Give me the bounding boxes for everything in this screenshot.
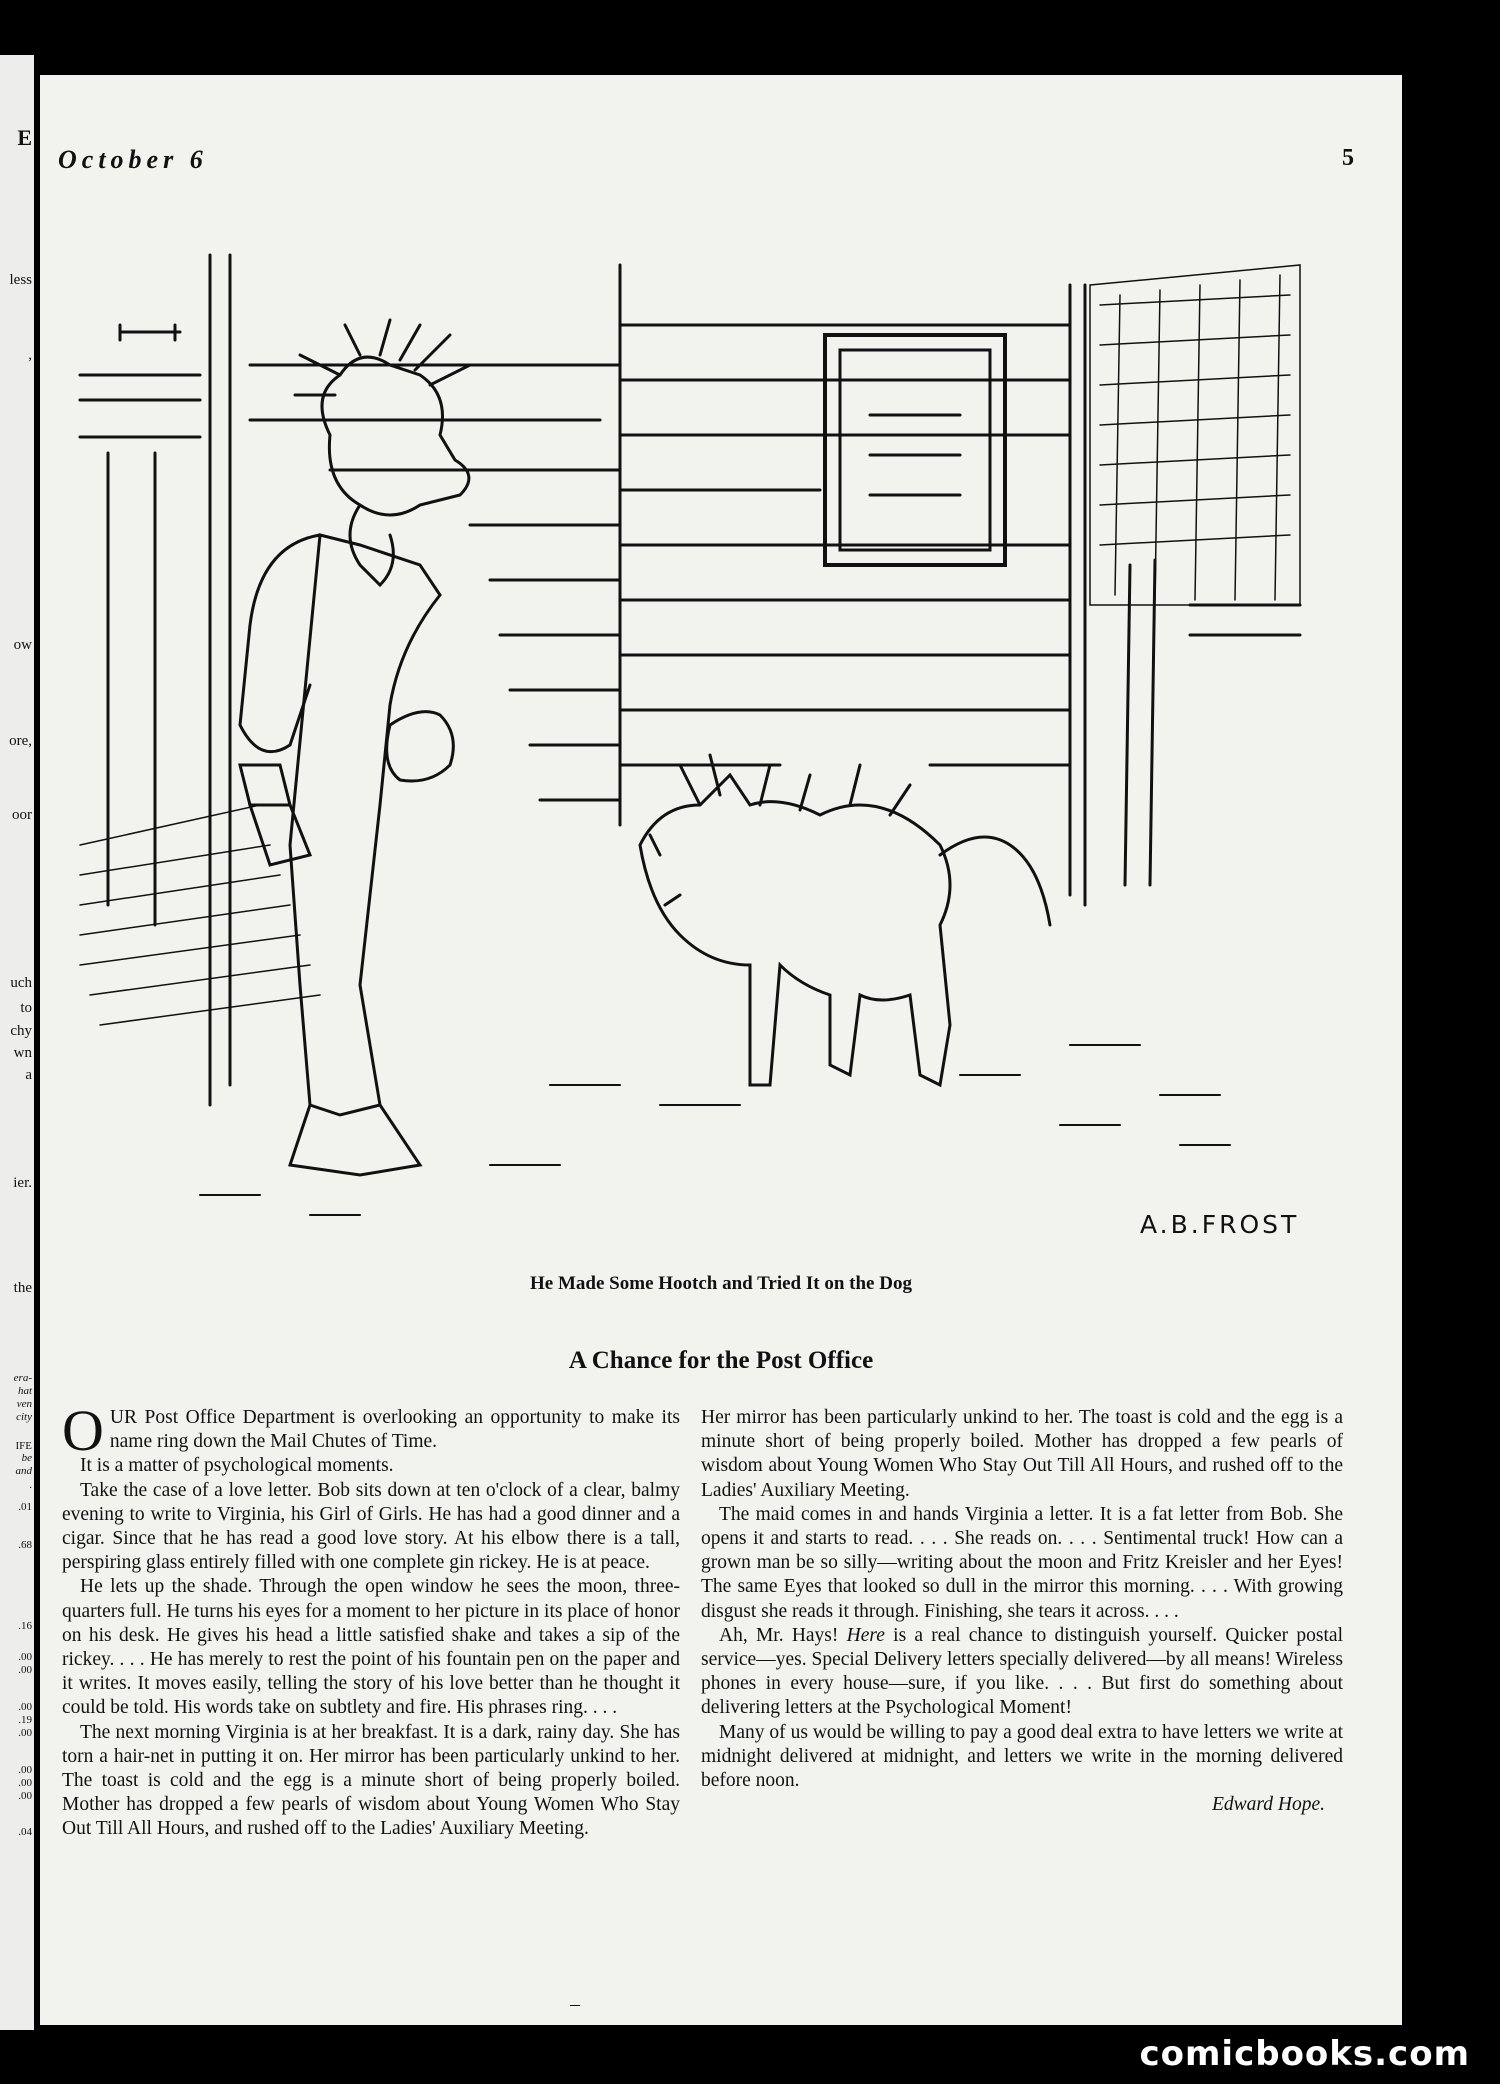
left-fragment: .68 xyxy=(18,1539,32,1551)
left-fragment: era- xyxy=(13,1372,32,1384)
left-fragment: , xyxy=(28,347,32,363)
left-fragment: ven xyxy=(16,1398,32,1410)
paragraph-text: Ah, Mr. Hays! xyxy=(719,1624,847,1646)
left-fragment: .00 xyxy=(18,1764,32,1776)
article-title: A Chance for the Post Office xyxy=(568,1347,874,1374)
left-fragment: .00 xyxy=(18,1664,32,1676)
left-fragment: and xyxy=(15,1465,32,1477)
left-page-sliver xyxy=(0,55,34,2030)
left-fragment: wn xyxy=(13,1045,32,1061)
left-fragment: .00 xyxy=(18,1651,32,1663)
paragraph: The next morning Virginia is at her breakfast. It is a dark, rainy day. She has torn a hair-net in putting it on. Her mirror has been particularly unkind to her. The toast is cold and the egg is a minute short of being properly boiled. Mother has dropped a few pearls of wisdom about Young Women Who Stay Out Till All Hours, and rushed off to the Ladies' Auxiliary Meeting. xyxy=(62,1721,680,1840)
left-fragment: E xyxy=(17,125,32,150)
cartoon-illustration xyxy=(60,205,1350,1245)
left-fragment: ier. xyxy=(13,1175,32,1191)
magazine-page xyxy=(40,75,1402,2025)
left-fragment: chy xyxy=(10,1023,32,1039)
page-number: 5 xyxy=(1342,145,1354,171)
footer-mark: – xyxy=(570,1993,580,2015)
paragraph xyxy=(701,1624,1343,1721)
paragraph: It is a matter of psychological moments. xyxy=(80,1455,394,1477)
emphasis-text: Here xyxy=(846,1624,885,1646)
left-fragment: ore, xyxy=(9,733,32,749)
left-fragment: oor xyxy=(12,807,32,823)
paragraph: Take the case of a love letter. Bob sits down at ten o'clock of a clear, balmy evening to write to Virginia, his Girl of Girls. He has had a good dinner and a cigar. Since that he has read a good love story. At his elbow there is a tall, perspiring glass entirely filled with one complete gin rickey. He is at peace. xyxy=(62,1479,680,1574)
left-fragment: IFE xyxy=(15,1440,32,1452)
left-fragment: .00 xyxy=(18,1701,32,1713)
author-byline: Edward Hope. xyxy=(1211,1794,1325,1816)
left-fragment: hat xyxy=(17,1385,32,1397)
left-fragment: .16 xyxy=(18,1620,32,1632)
left-fragment: .19 xyxy=(18,1714,32,1726)
left-fragment: to xyxy=(20,1000,32,1016)
paragraph-text: is a real chance to distinguish yourself. Quicker postal service—yes. Special Delivery letters specially delivered—by all means! Wireless phones in every house—sure, if you like. . . . But first do something about delivering letters at the Psychological Moment! xyxy=(701,1624,1343,1719)
left-fragment: ow xyxy=(13,637,32,653)
left-fragment: the xyxy=(13,1280,32,1296)
left-fragment: .00 xyxy=(18,1790,32,1802)
illustration-caption: He Made Some Hootch and Tried It on the Dog xyxy=(530,1273,912,1294)
left-fragment: .01 xyxy=(18,1501,32,1513)
article-column-right xyxy=(701,1406,1343,1817)
left-fragment: .04 xyxy=(18,1826,32,1838)
left-fragment: a xyxy=(25,1067,32,1083)
page-date: October 6 xyxy=(58,145,208,174)
left-fragment: .00 xyxy=(18,1777,32,1789)
left-fragment: .00 xyxy=(18,1727,32,1739)
left-fragment: be xyxy=(21,1452,32,1464)
paragraph-continued: Her mirror has been particularly unkind to her. The toast is cold and the egg is a minute short of being properly boiled. Mother has dropped a few pearls of wisdom about Young Women Who Stay Out Till All Hours, and rushed off to the Ladies' Auxiliary Meeting. xyxy=(701,1407,1343,1501)
left-fragment: city xyxy=(16,1411,32,1423)
left-fragment: . xyxy=(29,1479,32,1491)
artist-signature: A.B.FROST xyxy=(1140,1210,1300,1239)
paragraph xyxy=(62,1398,680,1463)
paragraph: The maid comes in and hands Virginia a letter. It is a fat letter from Bob. She opens it and starts to read. . . . She reads on. . . . Sentimental truck! How can a grown man be so silly—writing about the moon and Fritz Kreisler and her Eyes! The same Eyes that looked so dull in the mirror this morning. . . . With growing disgust she reads it through. Finishing, she tears it across. . . . xyxy=(701,1503,1343,1622)
drop-cap: O xyxy=(62,1398,104,1463)
paragraph: Many of us would be willing to pay a good deal extra to have letters we write at midnight delivered at midnight, and letters we write in the morning delivered before noon. xyxy=(701,1721,1343,1792)
paragraph: He lets up the shade. Through the open window he sees the moon, three-quarters full. He turns his eyes for a moment to her picture in its place of honor on his desk. He gives his head a little satisfied shake and takes a sip of the rickey. . . . He has merely to rest the point of his fountain pen on the paper and it writes. It moves easily, telling the story of his love better than he thought it could be told. His words take on subtlety and fire. His phrases ring. . . . xyxy=(62,1576,680,1719)
left-fragment: uch xyxy=(10,975,32,991)
left-fragment: less xyxy=(9,272,32,288)
article-column-left xyxy=(62,1398,680,1840)
paragraph-text: UR Post Office Department is overlooking an opportunity to make its name ring down the Mail Chutes of Time. xyxy=(109,1407,680,1453)
site-watermark: comicbooks.com xyxy=(1139,2034,1470,2074)
